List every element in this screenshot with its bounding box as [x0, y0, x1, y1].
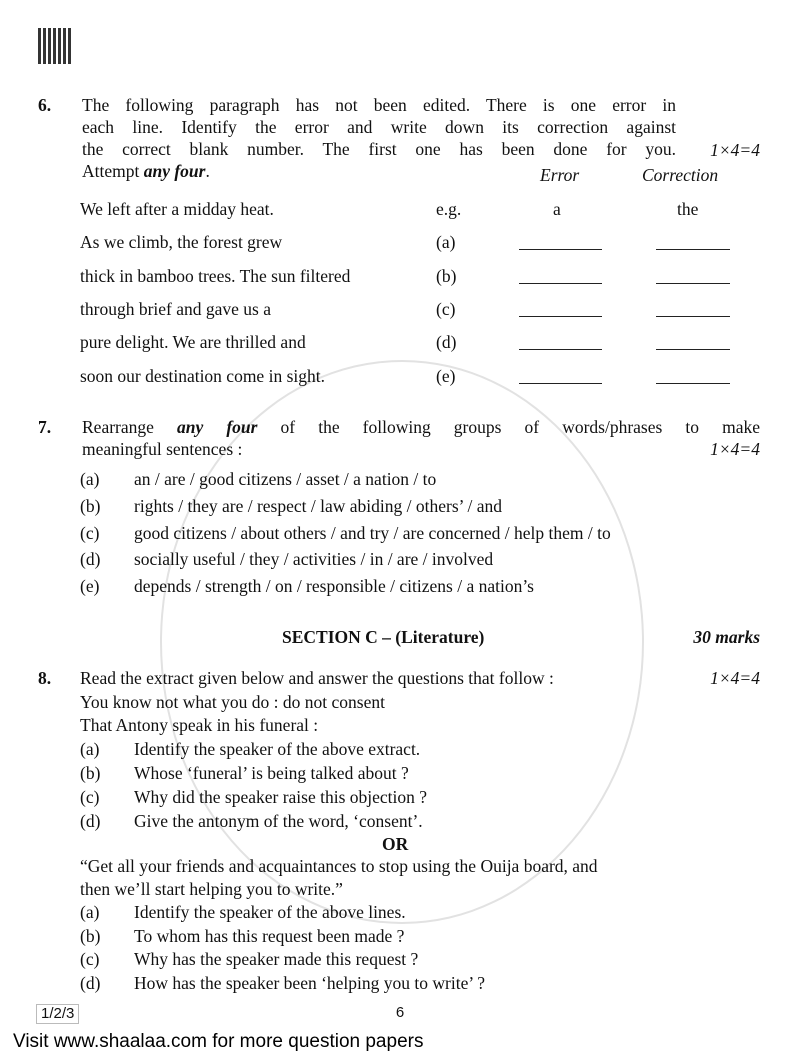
item-label: (d)	[80, 973, 101, 993]
row-label: (c)	[436, 299, 456, 319]
row-text: thick in bamboo trees. The sun filtered	[80, 266, 351, 286]
row-error: a	[553, 199, 561, 219]
row-text: We left after a midday heat.	[80, 199, 274, 219]
item-label: (e)	[80, 576, 100, 596]
correction-blank	[656, 349, 730, 350]
error-blank	[519, 316, 602, 317]
item-label: (a)	[80, 739, 100, 759]
quote-line: “Get all your friends and acquaintances to stop using the Ouija board, and	[80, 856, 598, 876]
q8-intro: Read the extract given below and answer the questions that follow :	[80, 668, 554, 688]
visit-link[interactable]: Visit www.shaalaa.com for more question papers	[13, 1031, 424, 1052]
q8-number: 8.	[38, 668, 52, 688]
item-text: Identify the speaker of the above extract.	[134, 739, 421, 759]
correction-blank	[656, 383, 730, 384]
item-text: Identify the speaker of the above lines.	[134, 902, 406, 922]
col-correction: Correction	[642, 165, 719, 185]
row-text: As we climb, the forest grew	[80, 232, 283, 252]
item-label: (c)	[80, 949, 100, 969]
q6-line: The following paragraph has not been edited. There is one error in	[82, 95, 676, 115]
item-text: depends / strength / on / responsible / citizens / a nation’s	[134, 576, 534, 596]
item-label: (a)	[80, 902, 100, 922]
error-blank	[519, 383, 602, 384]
item-label: (d)	[80, 811, 101, 831]
row-label: (e)	[436, 366, 456, 386]
row-text: through brief and gave us a	[80, 299, 271, 319]
quote-line: then we’ll start helping you to write.”	[80, 879, 343, 899]
q6-number: 6.	[38, 95, 52, 115]
item-label: (b)	[80, 496, 101, 516]
item-text: Whose ‘funeral’ is being talked about ?	[134, 763, 409, 783]
item-label: (c)	[80, 787, 100, 807]
or-divider: OR	[382, 834, 409, 854]
item-text: good citizens / about others / and try / are concerned / help them / to	[134, 523, 611, 543]
item-label: (d)	[80, 549, 101, 569]
correction-blank	[656, 316, 730, 317]
section-marks: 30 marks	[693, 627, 760, 647]
q6-attempt: Attempt any four.	[82, 161, 210, 181]
error-blank	[519, 349, 602, 350]
correction-blank	[656, 283, 730, 284]
section-title: SECTION C – (Literature)	[282, 627, 485, 647]
extract-line: You know not what you do : do not consent	[80, 692, 385, 712]
item-text: Why has the speaker made this request ?	[134, 949, 419, 969]
item-text: Why did the speaker raise this objection ?	[134, 787, 428, 807]
item-text: rights / they are / respect / law abiding / others’ / and	[134, 496, 503, 516]
item-text: To whom has this request been made ?	[134, 926, 405, 946]
row-text: soon our destination come in sight.	[80, 366, 325, 386]
error-blank	[519, 249, 602, 250]
item-text: socially useful / they / activities / in / are / involved	[134, 549, 494, 569]
correction-blank	[656, 249, 730, 250]
q7-line: Rearrange any four of the following groups of words/phrases to make	[82, 417, 760, 437]
q6-line: the correct blank number. The first one has been done for you.	[82, 139, 676, 159]
row-label: (b)	[436, 266, 457, 286]
row-label: (d)	[436, 332, 457, 352]
q7-number: 7.	[38, 417, 52, 437]
qr-code	[38, 28, 72, 64]
page-number: 6	[395, 1004, 405, 1021]
item-text: How has the speaker been ‘helping you to write’ ?	[134, 973, 486, 993]
item-label: (b)	[80, 763, 101, 783]
item-text: an / are / good citizens / asset / a nation / to	[134, 469, 437, 489]
q7-marks: 1×4=4	[710, 439, 760, 459]
item-label: (a)	[80, 469, 100, 489]
extract-line: That Antony speak in his funeral :	[80, 715, 319, 735]
q8-marks: 1×4=4	[710, 668, 760, 688]
col-error: Error	[540, 165, 580, 185]
q6-marks: 1×4=4	[710, 140, 760, 160]
row-label: (a)	[436, 232, 456, 252]
q7-line: meaningful sentences :	[82, 439, 243, 459]
item-text: Give the antonym of the word, ‘consent’.	[134, 811, 423, 831]
item-label: (b)	[80, 926, 101, 946]
item-label: (c)	[80, 523, 100, 543]
row-text: pure delight. We are thrilled and	[80, 332, 306, 352]
paper-code: 1/2/3	[36, 1004, 79, 1024]
q6-line: each line. Identify the error and write down its correction against	[82, 117, 676, 137]
error-blank	[519, 283, 602, 284]
row-label: e.g.	[436, 199, 462, 219]
row-correction: the	[677, 199, 699, 219]
